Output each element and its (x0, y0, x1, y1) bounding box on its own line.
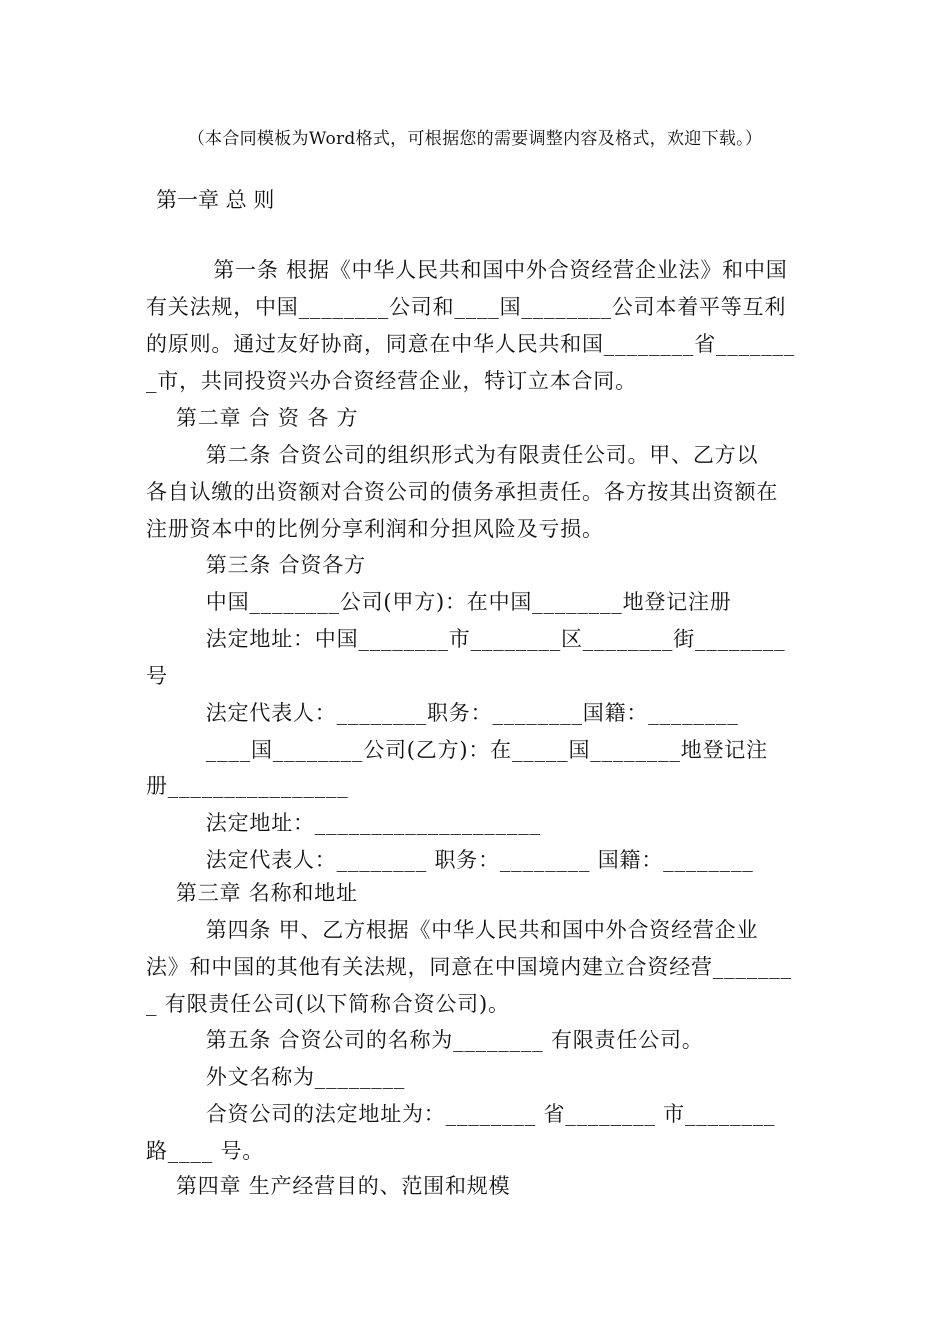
text-line: 号 (146, 664, 168, 688)
text-line: 各自认缴的出资额对合资公司的债务承担责任。各方按其出资额在 (146, 480, 779, 504)
text-line: 第一条 根据《中华人民共和国中外合资经营企业法》和中国 (146, 258, 788, 282)
text-line: 路____ 号。 (146, 1139, 265, 1163)
text-line: 第四条 甲、乙方根据《中华人民共和国中外合资经营企业 (146, 918, 759, 942)
text-line: 注册资本中的比例分享利润和分担风险及亏损。 (146, 517, 604, 541)
text-line: 法》和中国的其他有关法规，同意在中国境内建立合资经营_______ (146, 955, 792, 979)
chapter-4-heading: 第四章 生产经营目的、范围和规模 (146, 1174, 511, 1198)
article-heading: 第三条 合资各方 (146, 553, 366, 577)
text-line: 第二条 合资公司的组织形式为有限责任公司。甲、乙方以 (146, 443, 759, 467)
text-line: 册________________ (146, 774, 349, 798)
text-line: 中国________公司(甲方)：在中国________地登记注册 (146, 590, 732, 614)
text-line: ____国________公司(乙方)：在_____国________地登记注 (146, 738, 768, 762)
chapter-1-heading: 第一章 总 则 (156, 188, 275, 212)
text-line: _ 有限责任公司(以下简称合资公司)。 (146, 992, 510, 1016)
text-line: 合资公司的法定地址为：________ 省________ 市________ (146, 1102, 776, 1126)
text-line: 法定代表人：________职务：________国籍：________ (146, 701, 739, 725)
text-line: 第五条 合资公司的名称为________ 有限责任公司。 (146, 1028, 704, 1052)
text-line: 外文名称为________ (146, 1065, 406, 1089)
template-note: （本合同模板为Word格式，可根据您的需要调整内容及格式，欢迎下载。） (187, 129, 763, 149)
text-line: 有关法规，中国________公司和____国________公司本着平等互利 (146, 295, 787, 319)
chapter-2-heading: 第二章 合 资 各 方 (146, 406, 359, 430)
chapter-3-heading: 第三章 名称和地址 (146, 881, 358, 905)
text-line: 法定地址：____________________ (146, 811, 541, 835)
text-line: 的原则。通过友好协商，同意在中华人民共和国________省_______ (146, 332, 796, 356)
text-line: 法定地址：中国________市________区________街________ (146, 627, 786, 651)
text-line: 法定代表人：________ 职务：________ 国籍：________ (146, 848, 754, 872)
text-line: _市，共同投资兴办合资经营企业，特订立本合同。 (146, 369, 637, 393)
